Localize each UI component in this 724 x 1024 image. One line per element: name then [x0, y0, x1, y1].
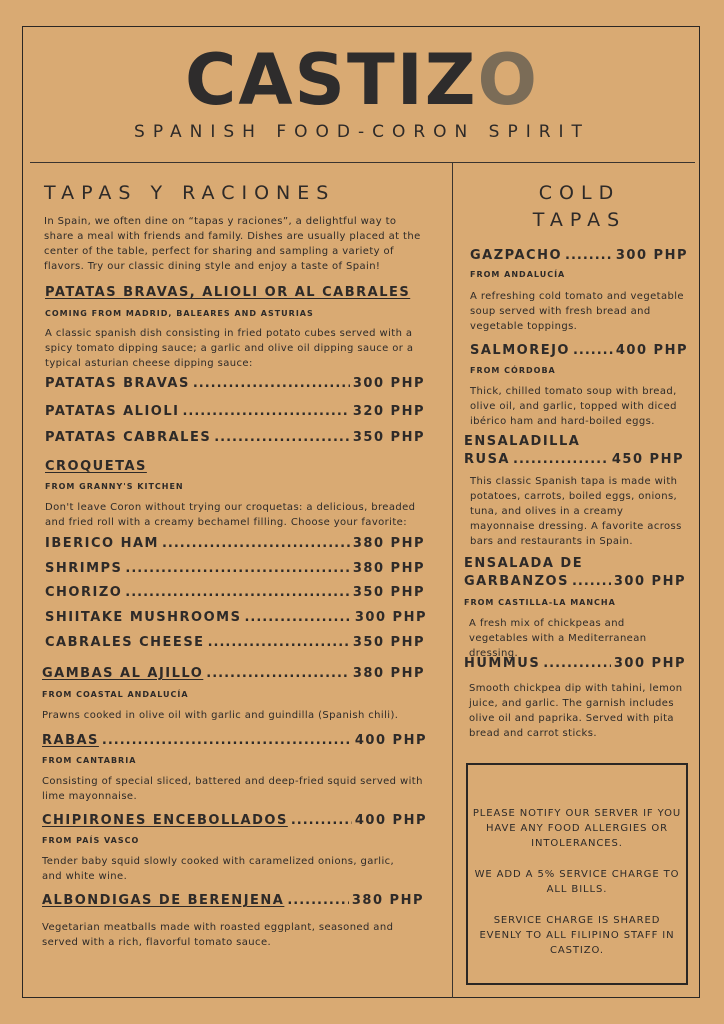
leader-dots — [125, 585, 350, 600]
service-charge-shared-notice: SERVICE CHARGE IS SHARED EVENLY TO ALL FILIPINO STAFF IN CASTIZO. — [479, 915, 675, 956]
menu-item-chorizo — [45, 585, 425, 600]
item-price: 350 PHP — [352, 635, 425, 650]
leader-dots — [182, 404, 349, 419]
item-name: RABAS — [42, 733, 99, 748]
chipirones-desc: Tender baby squid slowly cooked with caramelized onions, garlic, and white wine. — [42, 856, 395, 882]
item-price: 380 PHP — [352, 666, 425, 681]
menu-item-patatas-alioli — [45, 404, 425, 419]
leader-dots — [206, 666, 350, 681]
menu-item-iberico-ham — [45, 536, 425, 551]
item-name: GAMBAS AL AJILLO — [42, 666, 204, 681]
notice-box — [466, 763, 688, 985]
leader-dots — [193, 376, 350, 391]
item-price: 400 PHP — [615, 343, 688, 358]
item-price: 300 PHP — [613, 656, 686, 671]
menu-item-salmorejo — [470, 343, 688, 358]
item-name: HUMMUS — [464, 656, 541, 671]
tapas-heading: TAPAS Y RACIONES — [44, 182, 336, 204]
patatas-origin: COMING FROM MADRID, BALEARES AND ASTURIAS — [45, 309, 314, 318]
item-price: 350 PHP — [352, 585, 425, 600]
menu-item-patatas-bravas — [45, 376, 425, 391]
item-name: ALBONDIGAS DE BERENJENA — [42, 893, 285, 908]
menu-item-shrimps — [45, 561, 425, 576]
item-name: PATATAS ALIOLI — [45, 404, 180, 419]
garbanzos-desc: A fresh mix of chickpeas and vegetables with a Mediterranean dressing. — [469, 618, 647, 659]
leader-dots — [572, 574, 611, 589]
garbanzos-origin: FROM CASTILLA-LA MANCHA — [464, 598, 616, 607]
item-price: 380 PHP — [352, 536, 425, 551]
service-charge-notice: WE ADD A 5% SERVICE CHARGE TO ALL BILLS. — [474, 869, 680, 895]
column-divider — [452, 163, 453, 998]
item-price: 300 PHP — [613, 574, 686, 589]
leader-dots — [214, 430, 350, 445]
menu-item-cabrales-cheese — [45, 635, 425, 650]
item-price: 380 PHP — [351, 893, 424, 908]
leader-dots — [287, 893, 349, 908]
item-name: CABRALES CHEESE — [45, 635, 205, 650]
item-name: IBERICO HAM — [45, 536, 159, 551]
menu-item-patatas-cabrales — [45, 430, 425, 445]
leader-dots — [102, 733, 352, 748]
item-price: 450 PHP — [611, 452, 684, 467]
item-name: ENSALADA DE — [464, 556, 584, 571]
tapas-intro: In Spain, we often dine on “tapas y raciones”, a delightful way to share a meal with friends and family. Dishes are usually placed at the center of the table, perfect for sharing and sampling a variety of flavors. Try our classic dining style and enjoy a taste of Spain! — [44, 216, 421, 272]
ensaladilla-desc: This classic Spanish tapa is made with potatoes, carrots, boiled eggs, onions, tuna, and olives in a creamy mayonnaise dressing. A favorite across bars and restaurants in Spain. — [470, 476, 682, 547]
menu-item-gambas — [42, 666, 425, 681]
item-price: 320 PHP — [352, 404, 425, 419]
leader-dots — [565, 248, 613, 263]
item-price: 350 PHP — [352, 430, 425, 445]
salmorejo-desc: Thick, chilled tomato soup with bread, olive oil, and garlic, topped with diced ibérico ham and hard-boiled eggs. — [470, 386, 677, 427]
item-name: PATATAS CABRALES — [45, 430, 212, 445]
salmorejo-origin: FROM CÓRDOBA — [470, 366, 556, 375]
item-name: RUSA — [464, 452, 510, 467]
item-name: PATATAS BRAVAS — [45, 376, 190, 391]
menu-item-shiitake — [45, 610, 427, 625]
item-name: SHIITAKE MUSHROOMS — [45, 610, 242, 625]
leader-dots — [291, 813, 352, 828]
patatas-title: PATATAS BRAVAS, ALIOLI OR AL CABRALES — [45, 285, 411, 300]
item-name: SALMOREJO — [470, 343, 570, 358]
item-price: 400 PHP — [354, 813, 427, 828]
chipirones-origin: FROM PAÍS VASCO — [42, 836, 140, 845]
leader-dots — [543, 656, 611, 671]
leader-dots — [573, 343, 613, 358]
cold-heading-line2: TAPAS — [532, 209, 627, 231]
croquetas-origin: FROM GRANNY'S KITCHEN — [45, 482, 184, 491]
item-price: 380 PHP — [352, 561, 425, 576]
logo: CASTIZO — [184, 39, 540, 121]
item-price: 400 PHP — [354, 733, 427, 748]
menu-item-rabas — [42, 733, 427, 748]
menu-item-gazpacho — [470, 248, 688, 263]
menu-item-hummus — [464, 656, 686, 671]
item-name: SHRIMPS — [45, 561, 123, 576]
cold-heading-line1: COLD — [538, 182, 621, 204]
rabas-desc: Consisting of special sliced, battered and deep-fried squid served with lime mayonnaise. — [42, 776, 423, 802]
gazpacho-desc: A refreshing cold tomato and vegetable soup served with fresh bread and vegetable toppings. — [470, 291, 684, 332]
patatas-desc: A classic spanish dish consisting in fried potato cubes served with a spicy tomato dipping sauce; a garlic and olive oil dipping sauce or a typical asturian cheese dipping sauce: — [45, 328, 414, 369]
garbanzos-name-line1 — [464, 556, 583, 571]
albondigas-desc: Vegetarian meatballs made with roasted eggplant, seasoned and served with a rich, flavorful tomato sauce. — [42, 922, 394, 948]
menu-item-ensaladilla — [464, 452, 684, 467]
item-price: 300 PHP — [352, 376, 425, 391]
croquetas-desc: Don't leave Coron without trying our croquetas: a delicious, breaded and fried roll with a creamy bechamel filling. Choose your favorite: — [45, 502, 416, 528]
leader-dots — [208, 635, 350, 650]
item-name: CHORIZO — [45, 585, 123, 600]
leader-dots — [162, 536, 350, 551]
item-name: GARBANZOS — [464, 574, 569, 589]
leader-dots — [125, 561, 349, 576]
allergy-notice: PLEASE NOTIFY OUR SERVER IF YOU HAVE ANY FOOD ALLERGIES OR INTOLERANCES. — [472, 808, 682, 849]
menu-item-chipirones — [42, 813, 427, 828]
item-name: CHIPIRONES ENCEBOLLADOS — [42, 813, 288, 828]
item-price: 300 PHP — [615, 248, 688, 263]
gazpacho-origin: FROM ANDALUCÍA — [470, 270, 566, 279]
rabas-origin: FROM CANTABRIA — [42, 756, 137, 765]
item-price: 300 PHP — [354, 610, 427, 625]
leader-dots — [244, 610, 351, 625]
menu-item-albondigas — [42, 893, 424, 908]
menu-item-garbanzos — [464, 574, 686, 589]
tagline: SPANISH FOOD-CORON SPIRIT — [134, 122, 590, 142]
leader-dots — [513, 452, 609, 467]
item-name: ENSALADILLA — [464, 434, 581, 449]
header-divider — [30, 162, 695, 163]
hummus-desc: Smooth chickpea dip with tahini, lemon juice, and garlic. The garnish includes olive oil and paprika. Served with pita bread and carrot sticks. — [469, 683, 683, 739]
item-name: GAZPACHO — [470, 248, 563, 263]
logo-accent-letter: O — [477, 39, 540, 121]
gambas-desc: Prawns cooked in olive oil with garlic and guindilla (Spanish chili). — [42, 710, 399, 721]
gambas-origin: FROM COASTAL ANDALUCÍA — [42, 690, 189, 699]
ensaladilla-name-line1 — [464, 434, 580, 449]
croquetas-title: CROQUETAS — [45, 459, 147, 474]
